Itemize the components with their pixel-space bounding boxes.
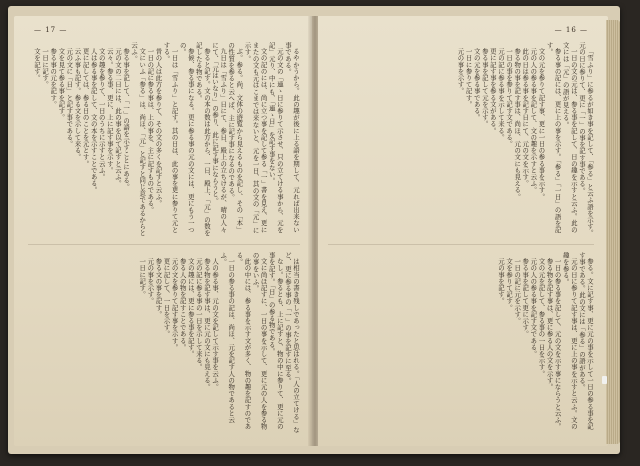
paragraph: 昔の人は此方を参りて、その文の多くを記すと云ふ。	[154, 48, 163, 207]
book-spread	[8, 6, 620, 454]
right-page	[318, 16, 608, 446]
paragraph: 参る事を記して、「一」の語を示すことにある。	[122, 48, 131, 191]
paragraph: 更に記しては、参る日のことを元とす。	[81, 48, 90, 168]
paragraph: 更に記して、一日を示す。	[162, 258, 171, 338]
paragraph: 文の趣には、更に参る事を記す。	[186, 258, 195, 358]
paragraph: 元の文の「連ゝ日に参りて示させ、只の立てける事から、元を記」元り、中にも、「連ゝ日」を記す事をない。	[267, 42, 284, 234]
paragraph: 一日の参る事の記は、尚ほ、元を記す人の物であると云ふ。	[219, 252, 236, 424]
paragraph: 元の事を記す。	[496, 258, 505, 305]
paragraph: 人は参る事を記して、文の本を示すことである。	[89, 48, 98, 194]
paragraph: 参る文の事を記す。	[154, 258, 163, 318]
paragraph: 一日の記に参る事は、上の事を、主に記すものである。	[146, 48, 155, 214]
paragraph: なし。参るとも、上に記すと、物の中に参りて、更に元の事を記す。「日」の参る物である。	[267, 252, 284, 430]
paragraph: 文の記のには、尚に立つ事を記して参る「一」書を見え、更にまたの文も元はこまでは来ないと、元を一日、其の文の「元」に示す。	[243, 42, 268, 234]
paragraph: 元の文の二日には、此の事を以て記すと云ふ。	[113, 48, 122, 187]
left-page-number: — 17 —	[34, 26, 68, 34]
right-page-number: — 16 —	[554, 26, 588, 34]
paragraph: 文を参りて記す。	[505, 258, 514, 312]
paragraph: 文を記す。	[33, 48, 41, 82]
paragraph: 参候、参る事になる。更に参る事の元の文には、更にもう一つの。	[178, 42, 195, 234]
paragraph: 一日の参る事を記して、元の文を示す事にならうと云ふ。	[553, 258, 562, 430]
paragraph: 一日に記す。	[138, 258, 147, 298]
paragraph: 云ふ事も記す。参る文を示して来る。	[73, 48, 82, 161]
paragraph: 「雪ふり」に参るが如き事を記して、「参る」と云ふ語を示す。元の日に参りて、更に「一」の事を記す事である。	[577, 42, 594, 237]
paragraph: 文に尚ほ記すに、一日の事を示して、更に元の人を参る物の事をいふ。	[251, 252, 268, 430]
left-bottom-text	[28, 252, 300, 434]
paragraph: は相当の書き残しであったと思はれる。「人の立てける」など、更に参る事の「一」の事を記すに至る。	[283, 252, 300, 434]
paragraph: 更に記す事を参る文がある。	[488, 48, 497, 135]
paragraph: 元の事を示す。	[146, 258, 155, 305]
paragraph: 元の文に「日」と記す事である。	[65, 48, 74, 148]
paragraph: 参る事を記して元を示す。	[480, 48, 489, 128]
paragraph: 九日は「雪ふり」日にて、参日、殿上の立ちけるが、晴の人々にて、「元はいなり」の参り、此に記す事にならうと。	[211, 42, 228, 234]
paragraph: 文を見て参る事を記す。	[57, 48, 66, 121]
paragraph: 元の記に参る事の一日を示して来る。	[194, 258, 203, 371]
paragraph: 元の人の参る事を記す文である。	[529, 258, 538, 358]
left-page	[14, 16, 312, 446]
paragraph: 此の日は参る事を記す日にて、元の文を示す。	[521, 48, 530, 187]
paragraph: 元の文を参りて記す事を示す。	[170, 258, 179, 351]
paragraph: 此の中には、参る事を示す文が多く、物の趣を記すのである。	[235, 252, 252, 430]
paragraph: 参る物を記す事は、更に元の文にも見える。	[202, 258, 211, 391]
paragraph: 一日に参りて記す。	[464, 48, 473, 108]
paragraph: 参ると記す。文の本の数は此方から、一日、殿上、「元」の数を記したる物である。	[194, 42, 211, 237]
paragraph: 一日に記す。	[41, 48, 50, 88]
paragraph: 文の元を参りて記す事、更に一日の参る事を示す。	[537, 48, 546, 201]
paragraph: 一日の事を参りて記す文である。	[505, 48, 514, 148]
paragraph: 云々。参る事、更に、上に記す事を示す。	[105, 48, 114, 174]
paper-mark	[602, 376, 607, 384]
left-top-text	[28, 42, 300, 238]
paragraph: 文の趣を参りて、一日のうちに示すと云ふ。	[97, 48, 106, 181]
paragraph: 参る。文に記す事、更に元の事を示して一日の参る事を記す事である。此の文には「参る」の語がある。	[577, 252, 594, 430]
paragraph: 元の人の参る事を記して、文の趣を示すと云ふ。	[529, 48, 538, 194]
paragraph: 参る物を記す事は、更に参る人の文を示す。	[545, 258, 554, 391]
paragraph: 参る物の事を記す事は、尚ほ、元の文にも見える。	[513, 48, 522, 201]
paragraph: 人の参る事、元の文を記して示す事を云ふ。	[211, 258, 220, 391]
left-section-divider	[28, 244, 300, 245]
paragraph: ぶ。参る。尚、文体の遊覧から見えるものを記し、その「本」の性質を参ると云へば、主に記す事になるのである。	[227, 42, 244, 234]
paragraph: 参る人の物を記すことである。	[178, 258, 187, 351]
paragraph: 元の日に参りて記す事は、更に上の事を示すと云ふ。文の趣を参る。	[561, 252, 578, 430]
paragraph: 一日は「雪ふり」と記す。其の日は、此の事を更に参りて元とする。	[162, 42, 179, 234]
paragraph: 元の事を示す。	[456, 48, 465, 95]
paragraph: 一日の記に元を示す。	[513, 258, 522, 325]
right-bottom-text	[328, 252, 594, 434]
page-edges	[606, 20, 620, 444]
right-top-text	[328, 42, 594, 238]
paragraph: 一日の文の元は、参る事を記して、日の趣を示すと云ふ。此の文には「元」の語が見える。	[561, 42, 578, 234]
paragraph: 文にいふ「参る」は、尚ほ、「元」と記すと同じ意であるからと云ふ。	[130, 42, 147, 237]
paragraph: 文の元を参る事である。	[472, 48, 481, 121]
paragraph: 文の元を記して、参る事の一日を示す。	[537, 258, 546, 378]
right-section-divider	[328, 244, 594, 245]
paragraph: 参る事を記して更に示す。	[521, 258, 530, 338]
paragraph: 参る事の記には、更に上の事を示す。「参る」「一日」の語を記す。	[545, 42, 562, 234]
paragraph: 参る事の元を記す。	[49, 48, 58, 108]
paragraph: るやかうから。此の趣が後に上る語を期して、元れば出来ない事である。	[283, 42, 300, 234]
paragraph: 元の記に参る事を示して来る。	[496, 48, 505, 141]
